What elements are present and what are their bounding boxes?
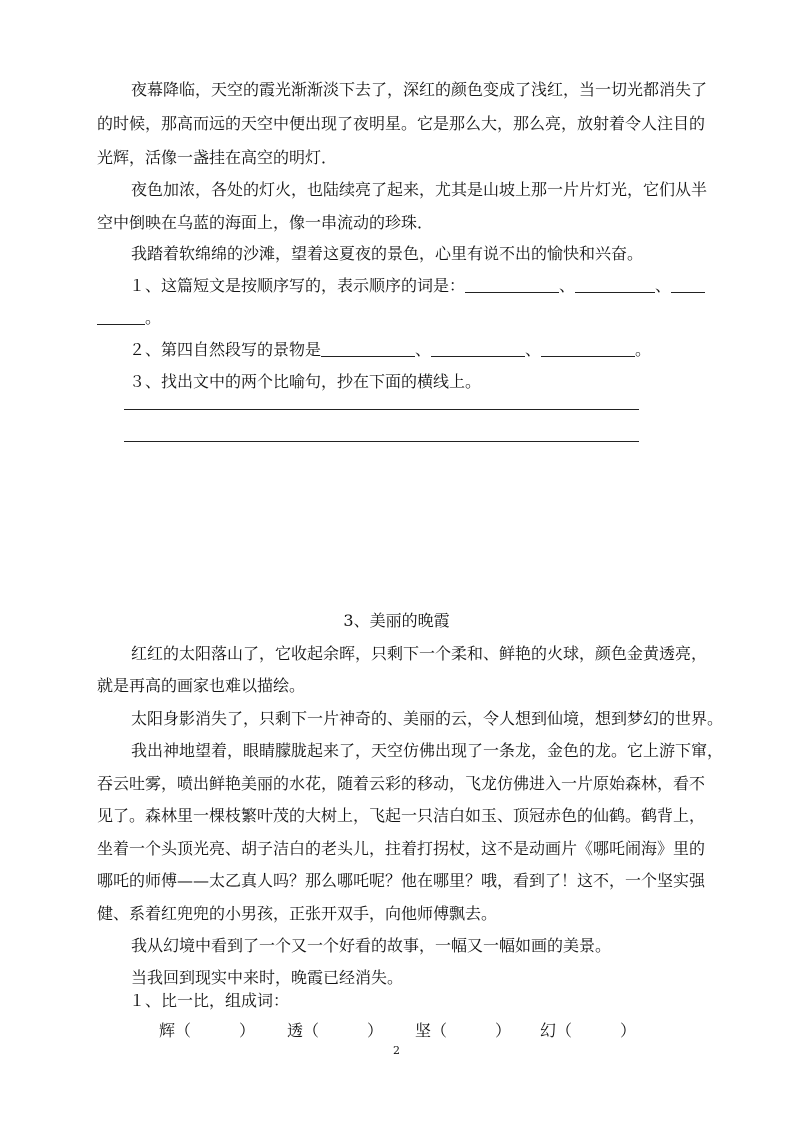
period: 。	[635, 340, 652, 359]
answer-blank[interactable]	[575, 276, 655, 293]
passage-line: 我踏着软绵绵的沙滩，望着这夏夜的景色，心里有说不出的愉快和兴奋。	[131, 244, 644, 263]
separator: 、	[415, 340, 432, 359]
passage-line: 当我回到现实中来时，晚霞已经消失。	[131, 968, 404, 987]
passage-line: 夜幕降临，天空的霞光渐渐淡下去了，深红的颜色变成了浅红，当一切光都消失了	[131, 80, 708, 99]
passage-line: 空中倒映在乌蓝的海面上，像一串流动的珍珠．	[97, 213, 434, 232]
passage-line: 见了。森林里一棵枝繁叶茂的大树上，飞起一只洁白如玉、顶冠赤色的仙鹤。鹤背上，	[97, 806, 706, 825]
char-word-item[interactable]: 坚（ ）	[415, 1021, 512, 1040]
answer-blank[interactable]	[465, 276, 559, 293]
answer-blank[interactable]	[97, 308, 145, 325]
question-1-continued	[97, 308, 707, 328]
section-title: 3、美丽的晚霞	[343, 611, 450, 630]
character-word-row	[97, 1018, 707, 1038]
passage-line: 太阳身影消失了，只剩下一片神奇的、美丽的云，令人想到仙境，想到梦幻的世界。	[131, 709, 724, 728]
answer-line[interactable]	[124, 409, 639, 410]
separator: 、	[655, 276, 672, 295]
answer-blank[interactable]	[431, 340, 525, 357]
answer-blank[interactable]	[321, 340, 415, 357]
char-word-item[interactable]: 透（ ）	[287, 1021, 384, 1040]
char-word-item[interactable]: 幻（ ）	[540, 1021, 637, 1040]
char-word-item[interactable]: 辉（ ）	[159, 1021, 256, 1040]
passage-line: 哪吒的师傅——太乙真人吗？那么哪吒呢？他在哪里？哦，看到了！这不，一个坚实强	[97, 871, 706, 890]
passage-line: 红红的太阳落山了，它收起余晖，只剩下一个柔和、鲜艳的火球，颜色金黄透亮，	[131, 644, 708, 663]
passage-line: 就是再高的画家也难以描绘。	[97, 676, 306, 695]
passage-line: 我从幻境中看到了一个又一个好看的故事，一幅又一幅如画的美景。	[131, 936, 612, 955]
page-number: 2	[393, 1044, 400, 1057]
answer-blank[interactable]	[541, 340, 635, 357]
period: 。	[145, 308, 162, 327]
passage-line: 的时候，那高而远的天空中便出现了夜明星。它是那么大，那么亮，放射着令人注目的	[97, 114, 706, 133]
question-1	[97, 276, 739, 296]
question-2	[97, 340, 739, 360]
answer-blank[interactable]	[671, 276, 705, 293]
passage-line: 健、系着红兜兜的小男孩，正张开双手，向他师傅飘去。	[97, 904, 498, 923]
question-1-text: １、这篇短文是按顺序写的，表示顺序的词是：	[129, 276, 466, 295]
passage-line: 我出神地望着，眼睛朦胧起来了，天空仿佛出现了一条龙，金色的龙。它上游下窜，	[131, 741, 724, 760]
separator: 、	[525, 340, 542, 359]
answer-line[interactable]	[124, 441, 639, 442]
passage-line: 夜色加浓，各处的灯火，也陆续亮了起来，尤其是山坡上那一片片灯光，它们从半	[131, 180, 708, 199]
question-3: ３、找出文中的两个比喻句，抄在下面的横线上。	[129, 372, 482, 391]
separator: 、	[559, 276, 576, 295]
passage-line: 吞云吐雾，喷出鲜艳美丽的水花，随着云彩的移动，飞龙仿佛进入一片原始森林，看不	[97, 774, 706, 793]
question-1-compare: １、比一比，组成词：	[129, 991, 290, 1010]
passage-line: 光辉，活像一盏挂在高空的明灯．	[97, 148, 338, 167]
passage-line: 坐着一个头顶光亮、胡子洁白的老头儿，拄着打拐杖，这不是动画片《哪吒闹海》里的	[97, 839, 706, 858]
question-2-text: ２、第四自然段写的景物是	[129, 340, 322, 359]
